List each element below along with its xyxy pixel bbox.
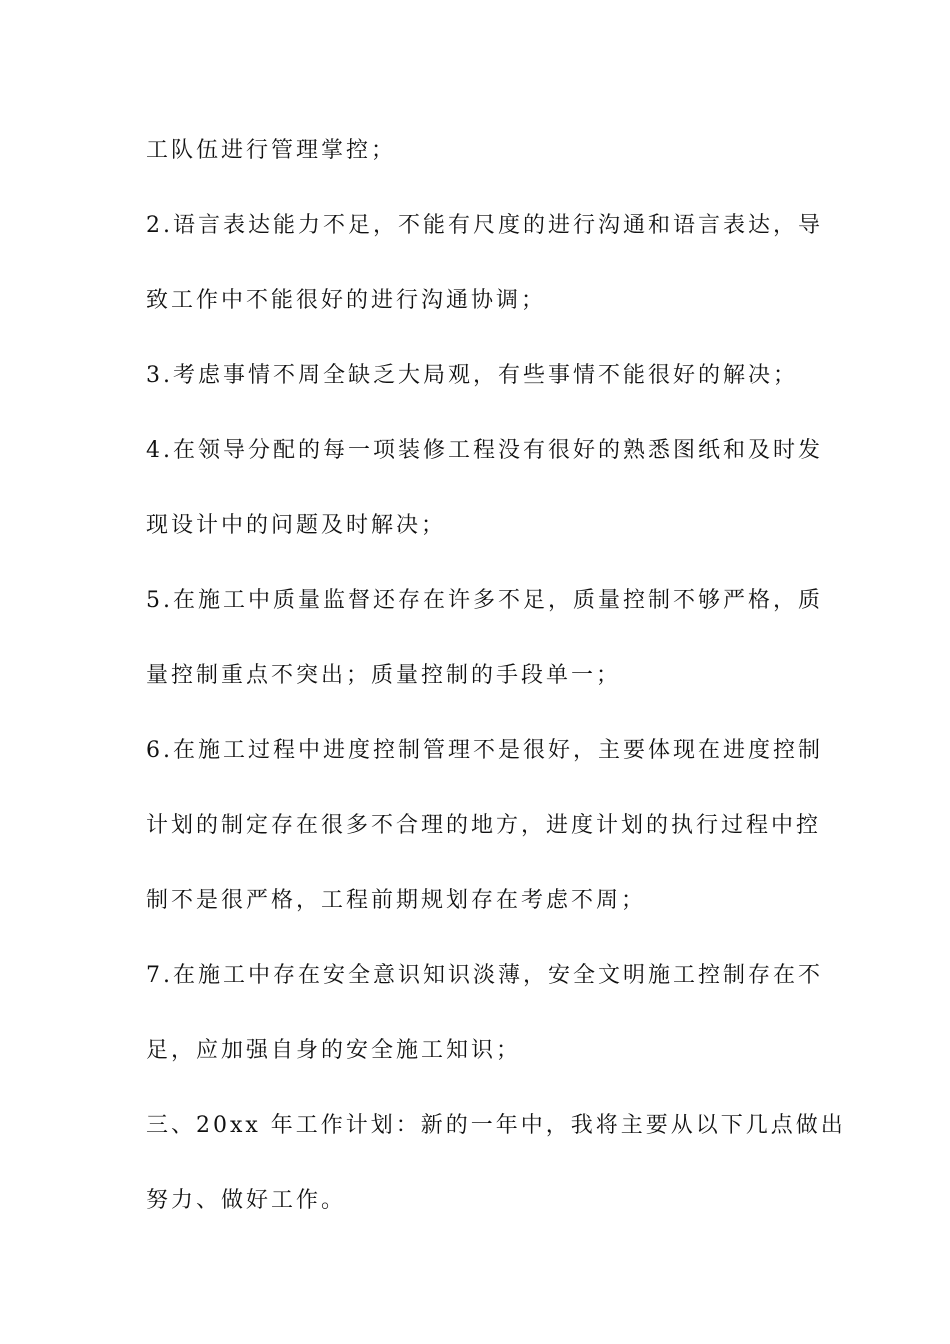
text-line-11: 制不是很严格，工程前期规划存在考虑不周； [146, 888, 647, 913]
text-line-8: 量控制重点不突出；质量控制的手段单一； [146, 663, 622, 688]
text-line-14: 三、20xx 年工作计划：新的一年中，我将主要从以下几点做出 [146, 1113, 846, 1138]
document-body [146, 126, 846, 1251]
text-line-12: 7.在施工中存在安全意识知识淡薄，安全文明施工控制存在不 [146, 963, 823, 988]
text-line-15: 努力、做好工作。 [146, 1188, 347, 1213]
text-line-13: 足，应加强自身的安全施工知识； [146, 1038, 522, 1063]
text-line-6: 现设计中的问题及时解决； [146, 513, 447, 538]
text-line-2: 2.语言表达能力不足，不能有尺度的进行沟通和语言表达，导 [146, 213, 823, 238]
text-line-1: 工队伍进行管理掌控； [146, 138, 397, 163]
text-line-10: 计划的制定存在很多不合理的地方，进度计划的执行过程中控 [146, 813, 822, 838]
text-line-3: 致工作中不能很好的进行沟通协调； [146, 288, 547, 313]
text-line-7: 5.在施工中质量监督还存在许多不足，质量控制不够严格，质 [146, 588, 823, 613]
text-line-9: 6.在施工过程中进度控制管理不是很好，主要体现在进度控制 [146, 738, 823, 763]
text-line-4: 3.考虑事情不周全缺乏大局观，有些事情不能很好的解决； [146, 363, 798, 388]
text-line-5: 4.在领导分配的每一项装修工程没有很好的熟悉图纸和及时发 [146, 438, 823, 463]
